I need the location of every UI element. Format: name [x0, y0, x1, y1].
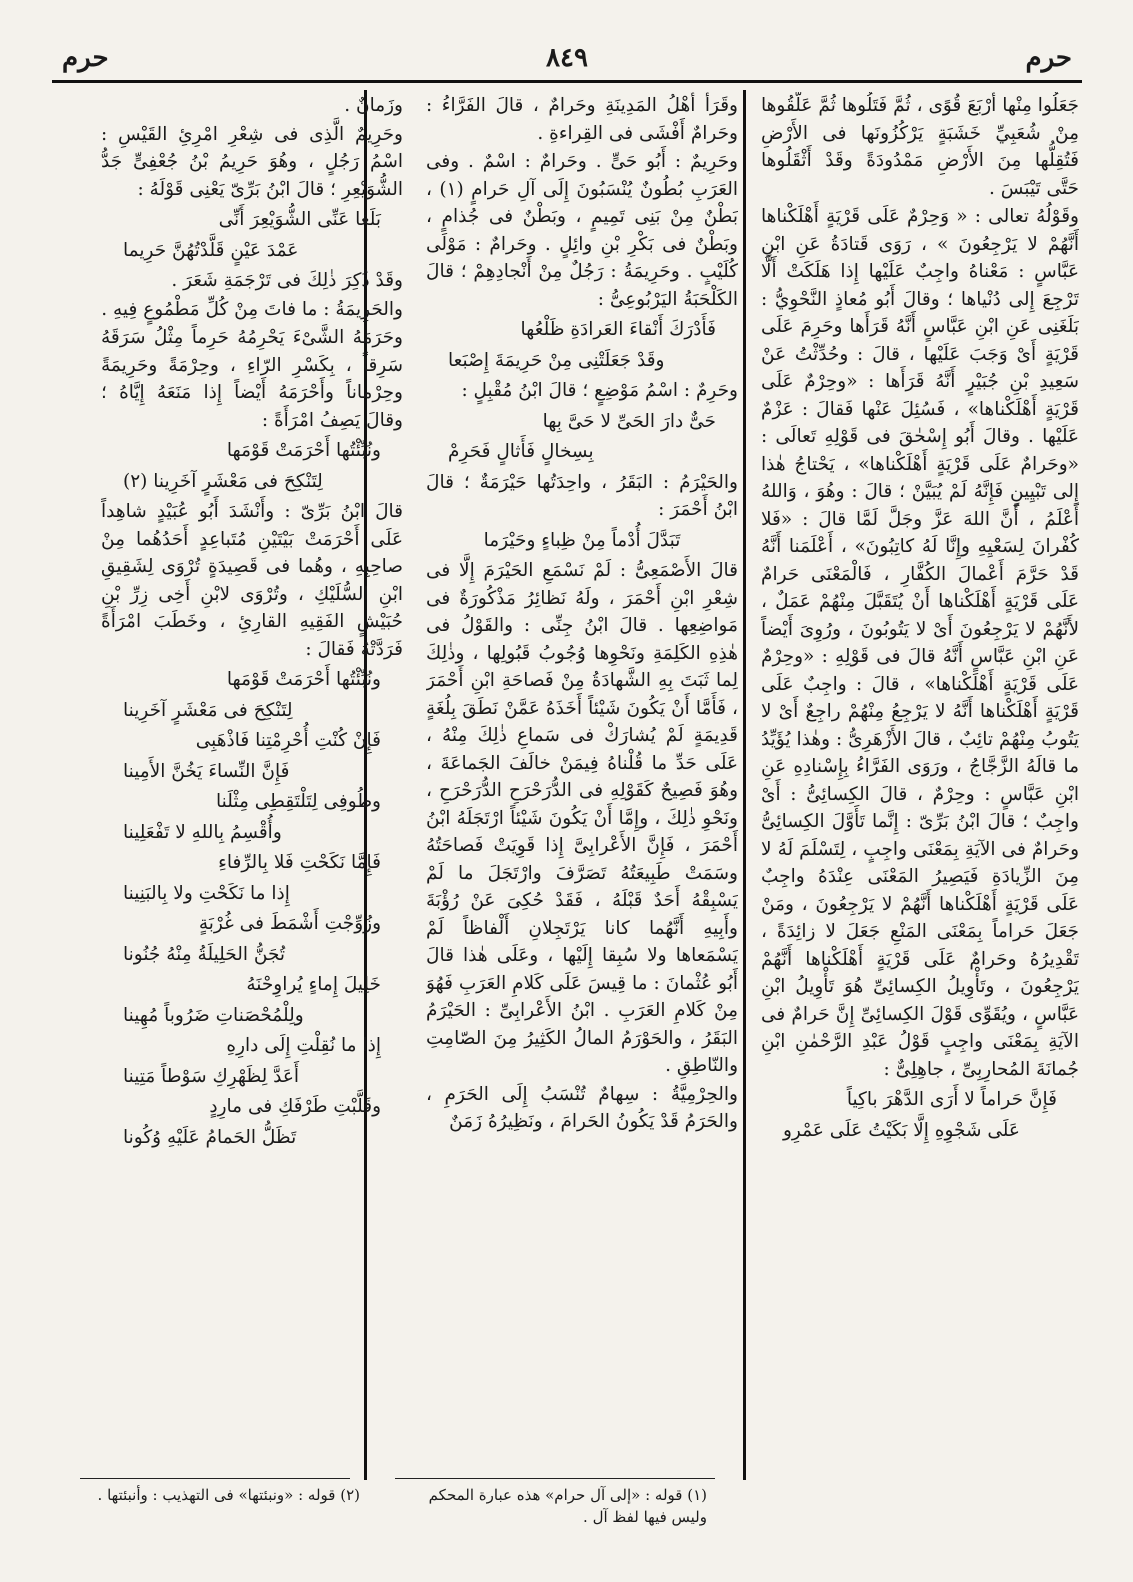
verse: [101, 971, 403, 999]
hemistich: تَظَلُّ الحَمامُ عَلَيْهِ وُكُونا: [123, 1126, 297, 1148]
verse: [426, 438, 738, 466]
hemistich: وأُقْسِمُ بِاللهِ لا تَفْعَلِينا: [123, 821, 282, 843]
verse: [426, 316, 738, 344]
footnote-rule: [395, 1478, 715, 1479]
paragraph: والحِرْمِيَّةُ : سِهامٌ تُنْسَبُ إِلَى الحَرَمِ ، والحَرَمُ قَدْ يَكُونُ الحَرامَ ، ونَظِيرُهُ زَمَنٌ: [426, 1083, 738, 1132]
hemistich: تَبَدَّلَ أُدْماً مِنْ ظِباءٍ وحَيْرَما: [483, 529, 681, 551]
hemistich: وقَلَّبْتِ طَرْفَكِ فى مارِدٍ: [209, 1096, 381, 1117]
verse: [101, 1002, 403, 1030]
verse: [101, 819, 403, 847]
verse: [101, 237, 403, 265]
hemistich: فَإِنْ كُنْتِ أُحْرِمْتِنا فَاذْهَبِى: [195, 730, 381, 751]
paragraph: وزَمانٌ .: [344, 95, 403, 116]
hemistich: لِتَنْكِحَ فى مَعْشَرٍ آخَرِينا (٢): [123, 470, 323, 492]
hemistich: عَلَى شَجْوِهِ إِلَّا بَكَيْتُ عَلَى عَمْرِو: [783, 1119, 1020, 1141]
verse: [101, 1124, 403, 1152]
paragraph: وقَدْ ذُكِرَ ذٰلِكَ فى تَرْجَمَةِ شَعَرَ .: [171, 270, 403, 291]
verse: [101, 880, 403, 908]
header-rule: [52, 80, 1082, 83]
hemistich: بَلَغا عَنِّى الشُّوَيْعِرَ أَنِّى: [218, 209, 381, 230]
verse: [101, 437, 403, 465]
verse: [101, 468, 403, 496]
verse: [101, 697, 403, 725]
verse: [101, 1032, 403, 1060]
verse: [101, 206, 403, 234]
verse: [426, 408, 738, 436]
hemistich: حَىٌّ دارَ الحَىِّ لا حَىَّ بِها: [542, 410, 716, 432]
column-right: [761, 92, 1079, 1467]
hemistich: ولِلْمُحْصَناتِ ضَرُوباً مُهِينا: [123, 1004, 304, 1026]
hemistich: فَإِنَّ حَراماً لا أَرَى الدَّهْرَ باكِياً: [846, 1089, 1057, 1110]
column-middle: [426, 92, 738, 1467]
header-keyword-right: حرم: [1025, 43, 1072, 73]
hemistich: إِذا ما نَكَحْتِ ولا بِالبَنِينا: [123, 882, 290, 904]
verse: [101, 758, 403, 786]
verse: [101, 910, 403, 938]
paragraph: جَعَلُوا مِنْها أَرْبَعَ قُوًى ، ثُمَّ فَتَلُوها ثُمَّ عَلَّقُوها مِنْ شُعَبِيِّ خَشَبَةٍ يَرْكُزُونَها فى الأَرْضِ فَتُقِلُّها مِنَ الأَرْضِ مَمْدُودَةً وقَدْ أَثْقَلُوها حَتَّى تَيْبَسَ .: [761, 95, 1079, 199]
paragraph: وحَرِيمٌ الَّذِى فى شِعْرِ امْرِئِ القَيْسِ : اسْمُ رَجُلٍ ، وهُوَ حَرِيمُ بْنُ جُعْفِىٍّ جَدُّ الشُّوَيْعِرِ ؛ قالَ ابْنُ بَرِّىّ يَعْنِى قَوْلَهُ :: [101, 123, 403, 200]
hemistich: لِتَنْكِحَ فى مَعْشَرٍ آخَرِينا: [123, 699, 293, 721]
paragraph: قالَ الأَصْمَعِىُّ : لَمْ نَسْمَعِ الحَيْرَمَ إِلَّا فى شِعْرِ ابْنِ أَحْمَرَ ، ولَهُ نَظائِرُ مَذْكُورَةٌ فى مَواضِعِها . قالَ ابْنُ جِنِّى : والقَوْلُ فى هٰذِهِ الكَلِمَةِ ونَحْوِها وُجُوبُ قَبُولِها ، وذٰلِكَ لِما ثَبَتَ بِهِ الشَّهادَةُ مِنْ فَصاحَةِ ابْنِ أَحْمَرَ ، فَأَمَّا أَنْ يَكُونَ شَيْئاً أَخَذَهُ عَمَّنْ نَطَقَ بِلُغَةٍ قَدِيمَةٍ لَمْ يُشارَكْ فى سَماعِ ذٰلِكَ مِنْهُ ، عَلَى حَدِّ ما قُلْناهُ فِيمَنْ خالَفَ الجَماعَةَ ، وهُوَ فَصِيحٌ كَقَوْلِهِ فى الدُّرَحْرَحِ الدُّرَحْرَحِ ، ونَحْوِ ذٰلِكَ ، وإِمَّا أَنْ يَكُونَ شَيْئاً ارْتَجَلَهُ ابْنُ أَحْمَرَ ، فَإِنَّ الأَعْرابِىَّ إِذا قَوِيَتْ فَصاحَتُهُ وسَمَتْ طَبِيعَتُهُ تَصَرَّفَ وارْتَجَلَ ما لَمْ يَسْبِقْهُ أَحَدٌ قَبْلَهُ ، فَقَدْ حُكِىَ عَنْ رُؤْبَةَ وأَبِيهِ أَنَّهُما كانا يَرْتَجِلانِ أَلْفاظاً لَمْ يَسْمَعاها ولا سُبِقا إِلَيْها ، وعَلَى هٰذا قالَ أَبُو عُثْمانَ : ما قِيسَ عَلَى كَلامِ العَرَبِ فَهُوَ مِنْ كَلامِ العَرَبِ . ابْنُ الأَعْرابِىِّ : الحَيْرَمُ البَقَرُ ، والحَوْرَمُ المالُ الكَثِيرُ مِنَ الصّامِتِ والنّاطِقِ .: [426, 560, 738, 1076]
hemistich: وطُوفِى لِتَلْتَقِطِى مِثْلَنا: [216, 791, 381, 812]
verse: [101, 1063, 403, 1091]
verse: [101, 941, 403, 969]
footnote: (٢) قوله : «ونبئتها» فى التهذيب : وأنبئتها .: [97, 1486, 360, 1504]
hemistich: إِذا ما نُقِلْتِ إِلَى دارِهِ: [226, 1035, 381, 1056]
paragraph: وحَرَمَهُ الشَّىْءَ يَحْرِمُهُ حَرِماً مِثْلُ سَرَقَهُ سَرِقاً ، بِكَسْرِ الرّاءِ ، وحِرْمَةً وحَرِيمَةً وحِرْماناً وأَحْرَمَهُ أَيْضاً إِذا مَنَعَهُ إِيَّاهُ ؛ وقالَ يَصِفُ امْرَأَةً :: [101, 327, 403, 431]
page-number: ٨٤٩: [546, 43, 588, 73]
hemistich: ونُبِّئْتُها أَحْرَمَتْ قَوْمَها: [226, 669, 381, 690]
verse: [426, 527, 738, 555]
column-separator-right: [743, 90, 746, 1480]
hemistich: فَإِمَّا نَكَحْتِ فَلا بِالرِّفاءِ: [218, 852, 381, 873]
column-left: [101, 92, 403, 1467]
verse: [761, 1117, 1079, 1145]
paragraph: والحَرِيمَةُ : ما فاتَ مِنْ كُلِّ مَطْمُوعٍ فِيهِ .: [101, 298, 403, 320]
hemistich: وقَدْ جَعَلَتْنِى مِنْ حَرِيمَةَ إِصْبَعا: [448, 349, 665, 371]
hemistich: عَمْدَ عَيْنٍ قَلَّدْتُهُنَّ حَرِيما: [123, 239, 299, 261]
paragraph: قالَ ابْنُ بَرِّىّ : وأَنْشَدَ أَبُو عُبَيْدٍ شاهِداً عَلَى أَحْرَمَتْ بَيْتَيْنِ مُتَباعِدٍ أَحَدُهُما مِنْ صاحِبِهِ ، وهُما فى قَصِيدَةٍ تُرْوَى لِشَقِيقِ ابْنِ السُّلَيْكِ ، وتُرْوَى لابْنِ أَخِى زِرِّ بْنِ حُبَيْشٍ الفَقِيهِ القارِئِ ، وخَطَبَ امْرَأَةً فَرَدَّتْهُ فَقالَ :: [101, 501, 403, 660]
verse: [101, 849, 403, 877]
paragraph: والحَيْرَمُ : البَقَرُ ، واحِدَتُها حَيْرَمَةٌ ؛ قالَ ابْنُ أَحْمَرَ :: [426, 471, 738, 520]
verse: [761, 1086, 1079, 1114]
header-keyword-left: حرم: [62, 43, 109, 73]
paragraph: وقَوْلُهُ تعالى : « وَحِرْمٌ عَلَى قَرْيَةٍ أَهْلَكْناها أَنَّهُمْ لا يَرْجِعُونَ » ، رَوَى قَتادَةُ عَنِ ابْنِ عَبَّاسٍ : مَعْناهُ واجِبٌ عَلَيْها إِذا هَلَكَتْ أَلَّا تَرْجِعَ إِلى دُنْياها ؛ وقالَ أَبُو مُعاذٍ النَّحْوِيُّ : بَلَغَنِى عَنِ ابْنِ عَبَّاسٍ أَنَّهُ قَرَأَها وحَرِمَ عَلَى قَرْيَةٍ أَىْ وَجَبَ عَلَيْها ، قالَ : وحُدِّثْتُ عَنْ سَعِيدِ بْنِ جُبَيْرٍ أَنَّهُ قَرَأَها : «وحِرْمٌ عَلَى قَرْيَةٍ أَهْلَكْناها» ، فَسُئِلَ عَنْها فَقالَ : عَزْمٌ عَلَيْها . وقالَ أَبُو إِسْحٰقَ فى قَوْلِهِ تَعالَى : «وحَرامٌ عَلَى قَرْيَةٍ أَهْلَكْناها» ، يَحْتاجُ هٰذا إِلى تَبْيِينٍ فَإِنَّهُ لَمْ يُبَيَّنْ ؛ قالَ : وهُوَ ، وَاللهُ أَعْلَمُ ، أَنَّ اللهَ عَزَّ وجَلَّ لَمَّا قالَ : «فَلا كُفْرانَ لِسَعْيِهِ وإِنَّا لَهُ كاتِبُونَ» ، أَعْلَمَنا أَنَّهُ قَدْ حَرَّمَ أَعْمالَ الكُفَّارِ ، فَالْمَعْنَى حَرامٌ عَلَى قَرْيَةٍ أَهْلَكْناها أَنْ يُتَقَبَّلَ مِنْهُمْ عَمَلٌ ، لأَنَّهُمْ لا يَرْجِعُونَ أَىْ لا يَتُوبُونَ ، ورُوِىَ أَيْضاً عَنِ ابْنِ عَبَّاسٍ أَنَّهُ قالَ فى قَوْلِهِ : «وحِرْمٌ عَلَى قَرْيَةٍ أَهْلَكْناها» ، قالَ : واجِبٌ عَلَى قَرْيَةٍ أَهْلَكْناها أَنَّهُ لا يَرْجِعُ مِنْهُمْ راجِعٌ أَىْ لا يَتُوبُ مِنْهُمْ تائِبٌ ، قالَ الأَزْهَرِىُّ : وهٰذا يُؤَيِّدُ ما قالَهُ الزَّجَّاجُ ، ورَوَى الفَرَّاءُ بِإِسْنادِهِ عَنِ ابْنِ عَبَّاسٍ : وحِرْمٌ ، قالَ الكِسائِىُّ : أَىْ واجِبٌ ؛ قالَ ابْنُ بَرِّىّ : إِنَّما تَأَوَّلَ الكِسائِىُّ وحَرامٌ فى الآيَةِ بِمَعْنَى واجِبٍ ، لِتَسْلَمَ لَهُ لا مِنَ الزِّيادَةِ فَيَصِيرُ المَعْنَى عِنْدَهُ واجِبٌ عَلَى قَرْيَةٍ أَهْلَكْناها أَنَّهُمْ لا يَرْجِعُونَ ، ومَنْ جَعَلَ حَراماً بِمَعْنَى المَنْعِ جَعَلَ لا زائِدَةً ، تَقْدِيرُهُ وحَرامٌ عَلَى قَرْيَةٍ أَهْلَكْناها أَنَّهُمْ يَرْجِعُونَ ، وتَأْوِيلُ الكِسائِىِّ هُوَ تَأْوِيلُ ابْنِ عَبَّاسٍ ، ويُقَوِّى قَوْلَ الكِسائِىِّ إِنَّ حَرامٌ فى الآيَةِ بِمَعْنَى واجِبٍ قَوْلُ عَبْدِ الرَّحْمٰنِ ابْنِ جُمانَةَ المُحارِبِىِّ ، جاهِلِىٌّ :: [761, 206, 1079, 1080]
paragraph: وقَرَأَ أَهْلُ المَدِينَةِ وحَرامٌ ، قالَ الفَرَّاءُ : وحَرامٌ أَفْشَى فى القِراءةِ .: [426, 95, 738, 144]
verse: [101, 727, 403, 755]
hemistich: خَلِيلَ إِماءٍ يُراوِحْنَهُ: [246, 974, 381, 995]
footnote: (١) قوله : «إلى آل حرام» هذه عبارة المحكم وليس فيها لفظ آل .: [428, 1486, 707, 1526]
verse: [426, 347, 738, 375]
verse: [101, 666, 403, 694]
hemistich: أَعَدَّ لِظَهْرِكِ سَوْطاً مَتِينا: [123, 1065, 300, 1087]
paragraph: وحَرِمٌ : اسْمُ مَوْضِعٍ ؛ قالَ ابْنُ مُقْبِلٍ :: [461, 380, 738, 401]
verse: [101, 788, 403, 816]
hemistich: وزُوِّجْتِ أَشْمَطَ فى غُرْبَةٍ: [198, 913, 381, 934]
page-header: [52, 40, 1082, 80]
verse: [101, 1093, 403, 1121]
hemistich: ونُبِّئْتُها أَحْرَمَتْ قَوْمَها: [226, 440, 381, 461]
hemistich: فَإِنَّ النِّساءَ يَخُنَّ الأَمِينا: [123, 760, 290, 782]
hemistich: فَأَدْرَكَ أَنْقاءَ العَرادَةِ ظَلْعُها: [520, 319, 716, 340]
hemistich: بِسِخالٍ فَأَثالٍ فَحَرِمْ: [448, 441, 594, 462]
hemistich: تُجَنُّ الحَلِيلَةُ مِنْهُ جُنُونا: [123, 943, 286, 965]
footnote-rule: [80, 1478, 350, 1479]
paragraph: وحَرِيمٌ : أَبُو حَىٍّ . وحَرامٌ : اسْمٌ . وفى العَرَبِ بُطُونٌ يُنْسَبُونَ إِلَى آلِ حَرامٍ (١) ، بَطْنٌ مِنْ بَنِى تَمِيمٍ ، وبَطْنٌ فى جُذامٍ ، وبَطْنٌ فى بَكْرِ بْنِ وائِلٍ . وحَرامٌ : مَوْلَى كُلَيْبٍ . وحَرِيمَةُ : رَجُلٌ مِنْ أَنْجادِهِمْ ؛ قالَ الكَلْحَبَةُ اليَرْبُوعِىُّ :: [426, 151, 738, 310]
